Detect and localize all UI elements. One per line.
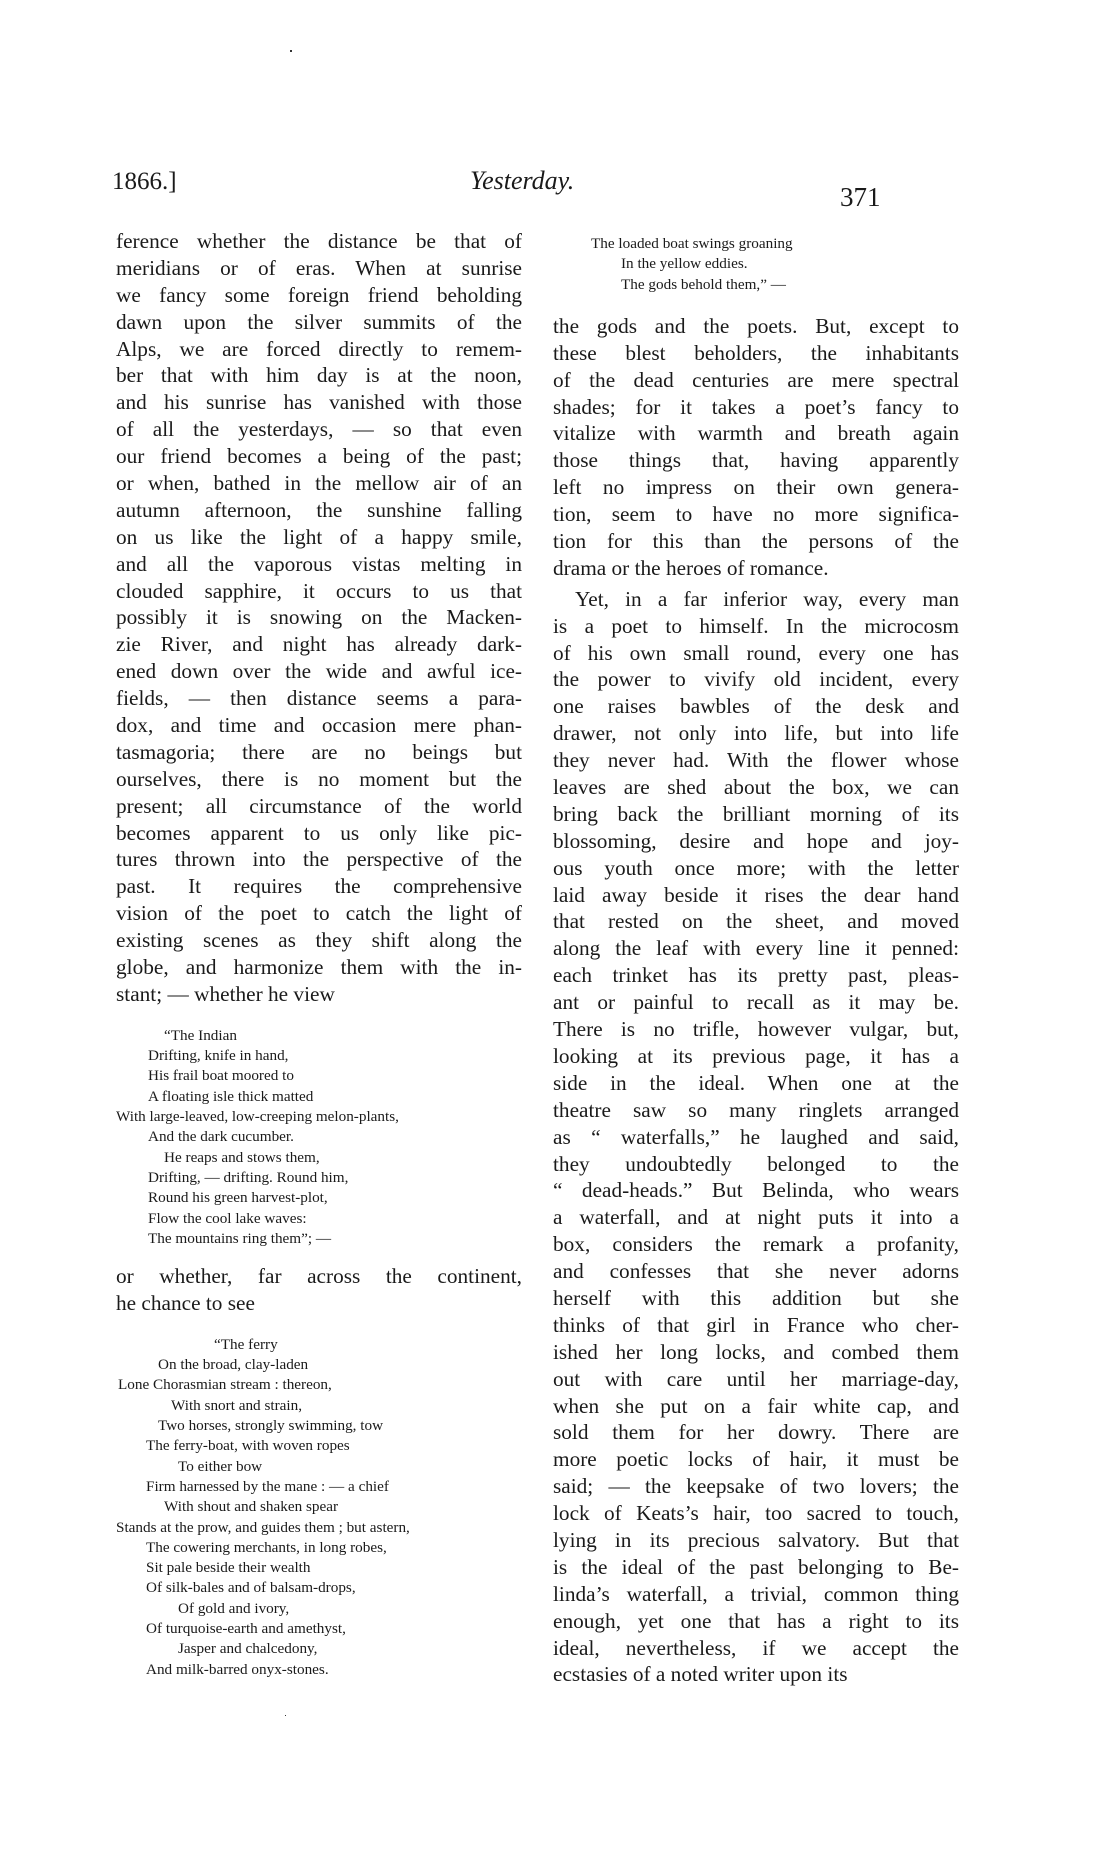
left-paragraph-2 — [116, 1263, 522, 1317]
text-line: ideal, nevertheless, if we accept the — [553, 1635, 959, 1660]
text-line: globe, and harmonize them with the in- — [116, 955, 522, 980]
verse-line: To either bow — [178, 1457, 263, 1475]
verse-the-indian — [116, 1026, 522, 1249]
verse-line: He reaps and stows them, — [164, 1148, 320, 1166]
left-paragraph-1 — [116, 228, 522, 1008]
verse-line: Drifting, knife in hand, — [148, 1047, 289, 1065]
text-line: as “ waterfalls,” he laughed and said, — [553, 1124, 959, 1149]
text-line: they never had. With the flower whose — [553, 748, 959, 773]
text-line: tasmagoria; there are no beings but — [116, 739, 522, 764]
text-line: bring back the brilliant morning of its — [553, 801, 959, 826]
text-line: ous youth once more; with the letter — [553, 855, 959, 880]
text-line: stant; — whether he view — [116, 981, 335, 1006]
verse-line: With large-leaved, low-creeping melon-plants, — [116, 1108, 399, 1126]
text-line: ished her long locks, and combed them — [553, 1339, 959, 1364]
running-head-title: Yesterday. — [470, 166, 575, 195]
verse-line: The cowering merchants, in long robes, — [146, 1538, 387, 1556]
text-line: herself with this addition but she — [553, 1285, 959, 1310]
verse-the-ferry — [116, 1335, 522, 1680]
verse-continuation — [553, 234, 959, 295]
text-line: those things that, having apparently — [553, 448, 959, 473]
verse-line: Round his green harvest-plot, — [148, 1189, 328, 1207]
text-line: is the ideal of the past belonging to Be- — [553, 1554, 959, 1579]
verse-line: Of gold and ivory, — [178, 1599, 290, 1617]
text-line: becomes apparent to us only like pic- — [116, 820, 522, 845]
text-line: lock of Keats’s hair, too sacred to touch, — [553, 1501, 959, 1526]
text-line: each trinket has its pretty past, pleas- — [553, 963, 959, 988]
text-line: of the dead centuries are mere spectral — [553, 367, 959, 392]
running-head — [0, 160, 1112, 212]
text-line: ber that with him day is at the noon, — [116, 363, 522, 388]
text-line: he chance to see — [116, 1290, 255, 1315]
text-line: box, considers the remark a profanity, — [553, 1232, 959, 1257]
verse-line: The loaded boat swings groaning — [591, 235, 793, 252]
verse-line: Firm harnessed by the mane : — a chief — [146, 1477, 389, 1495]
text-line: ference whether the distance be that of — [116, 229, 522, 253]
verse-line: The ferry-boat, with woven ropes — [146, 1437, 350, 1455]
text-line: laid away beside it rises the dear hand — [553, 882, 959, 907]
text-line: tion, seem to have no more significa- — [553, 502, 959, 527]
left-column — [116, 228, 522, 1680]
text-line: “ dead-heads.” But Belinda, who wears — [553, 1178, 959, 1203]
text-line: existing scenes as they shift along the — [116, 928, 522, 953]
verse-line: “The Indian — [164, 1026, 237, 1044]
text-line: shades; for it takes a poet’s fancy to — [553, 394, 959, 419]
text-line: one raises bawbles of the desk and — [553, 694, 959, 719]
text-line: along the leaf with every line it penned: — [553, 936, 959, 961]
text-line: said; — the keepsake of two lovers; the — [553, 1474, 959, 1499]
text-line: the power to vivify old incident, every — [553, 667, 959, 692]
verse-line: Jasper and chalcedony, — [178, 1640, 318, 1658]
text-line: enough, yet one that has a right to its — [553, 1608, 959, 1633]
right-column — [553, 234, 959, 1688]
text-line: leaves are shed about the box, we can — [553, 775, 959, 800]
text-line: drawer, not only into life, but into life — [553, 721, 959, 746]
right-paragraph-2 — [553, 586, 959, 1689]
text-line: meridians or of eras. When at sunrise — [116, 255, 522, 280]
running-head-year: 1866.] — [112, 168, 177, 195]
verse-line: His frail boat moored to — [148, 1067, 294, 1085]
verse-line: With snort and strain, — [171, 1396, 302, 1414]
verse-line: Flow the cool lake waves: — [148, 1209, 307, 1227]
text-line: that rested on the sheet, and moved — [553, 909, 959, 934]
text-line: theatre saw so many ringlets arranged — [553, 1097, 959, 1122]
text-line: autumn afternoon, the sunshine falling — [116, 497, 522, 522]
text-line: is a poet to himself. In the microcosm — [553, 613, 959, 638]
text-line: ecstasies of a noted writer upon its — [553, 1662, 848, 1687]
text-line: tion for this than the persons of the — [553, 529, 959, 554]
verse-line: With shout and shaken spear — [164, 1498, 339, 1516]
text-line: dox, and time and occasion mere phan- — [116, 713, 522, 738]
text-line: and confesses that she never adorns — [553, 1259, 959, 1284]
text-line: our friend becomes a being of the past; — [116, 444, 522, 469]
text-line: vitalize with warmth and breath again — [553, 421, 959, 446]
verse-line: Of turquoise-earth and amethyst, — [146, 1620, 346, 1638]
text-line: blossoming, desire and hope and joy- — [553, 828, 959, 853]
text-line: Alps, we are forced directly to remem- — [116, 336, 522, 361]
text-line: thinks of that girl in France who cher- — [553, 1312, 959, 1337]
text-line: ant or painful to recall as it may be. — [553, 990, 959, 1015]
text-line: tures thrown into the perspective of the — [116, 847, 522, 872]
verse-line: Of silk-bales and of balsam-drops, — [146, 1579, 356, 1597]
text-line: of his own small round, every one has — [553, 640, 959, 665]
verse-line: “The ferry — [214, 1335, 278, 1353]
verse-line: Lone Chorasmian stream : thereon, — [118, 1376, 332, 1394]
text-line: lying in its precious salvatory. But that — [553, 1527, 959, 1552]
text-line: vision of the poet to catch the light of — [116, 901, 522, 926]
text-line: side in the ideal. When one at the — [553, 1070, 959, 1095]
text-line: sold them for her dowry. There are — [553, 1420, 959, 1445]
verse-line: And the dark cucumber. — [148, 1128, 294, 1146]
verse-line: Drifting, — drifting. Round him, — [148, 1168, 349, 1186]
verse-line: On the broad, clay-laden — [158, 1356, 309, 1374]
text-line: a waterfall, and at night puts it into a — [553, 1205, 959, 1230]
text-line: zie River, and night has already dark- — [116, 632, 522, 657]
text-line: ourselves, there is no moment but the — [116, 766, 522, 791]
text-line: out with care until her marriage-day, — [553, 1366, 959, 1391]
text-line: linda’s waterfall, a trivial, common thing — [553, 1581, 959, 1606]
page-number: 371 — [840, 182, 881, 212]
text-line: and his sunrise has vanished with those — [116, 390, 522, 415]
verse-line: The gods behold them,” — — [621, 275, 786, 293]
text-line: present; all circumstance of the world — [116, 793, 522, 818]
text-line: looking at its previous page, it has a — [553, 1043, 959, 1068]
text-line: more poetic locks of hair, it must be — [553, 1447, 959, 1472]
text-line: or when, bathed in the mellow air of an — [116, 471, 522, 496]
text-line: these blest beholders, the inhabitants — [553, 340, 959, 365]
text-line: possibly it is snowing on the Macken- — [116, 605, 522, 630]
text-line: left no impress on their own genera- — [553, 475, 959, 500]
scan-speck — [290, 50, 292, 52]
verse-line: And milk-barred onyx-stones. — [146, 1660, 329, 1678]
text-line: drama or the heroes of romance. — [553, 555, 829, 580]
text-line: the gods and the poets. But, except to — [553, 313, 959, 338]
text-line: dawn upon the silver summits of the — [116, 309, 522, 334]
verse-line: The mountains ring them”; — — [148, 1229, 332, 1247]
text-line: when she put on a fair white cap, and — [553, 1393, 959, 1418]
text-line: past. It requires the comprehensive — [116, 874, 522, 899]
verse-line: Stands at the prow, and guides them ; but astern, — [116, 1518, 410, 1536]
text-line: fields, — then distance seems a para- — [116, 686, 522, 711]
text-line: Yet, in a far inferior way, every man — [575, 586, 959, 611]
text-line: or whether, far across the continent, — [116, 1264, 522, 1289]
verse-line: Sit pale beside their wealth — [146, 1559, 311, 1577]
text-line: clouded sapphire, it occurs to us that — [116, 578, 522, 603]
text-line: and all the vaporous vistas melting in — [116, 551, 522, 576]
text-line: they undoubtedly belonged to the — [553, 1151, 959, 1176]
text-line: ened down over the wide and awful ice- — [116, 659, 522, 684]
text-line: on us like the light of a happy smile, — [116, 524, 522, 549]
verse-line: Two horses, strongly swimming, tow — [158, 1417, 384, 1435]
verse-line: In the yellow eddies. — [621, 255, 748, 273]
verse-line: A floating isle thick matted — [148, 1087, 314, 1105]
text-line: of all the yesterdays, — so that even — [116, 417, 522, 442]
right-paragraph-1 — [553, 313, 959, 582]
text-line: There is no trifle, however vulgar, but, — [553, 1017, 959, 1042]
text-line: we fancy some foreign friend beholding — [116, 282, 522, 307]
scan-speck — [285, 1715, 286, 1716]
